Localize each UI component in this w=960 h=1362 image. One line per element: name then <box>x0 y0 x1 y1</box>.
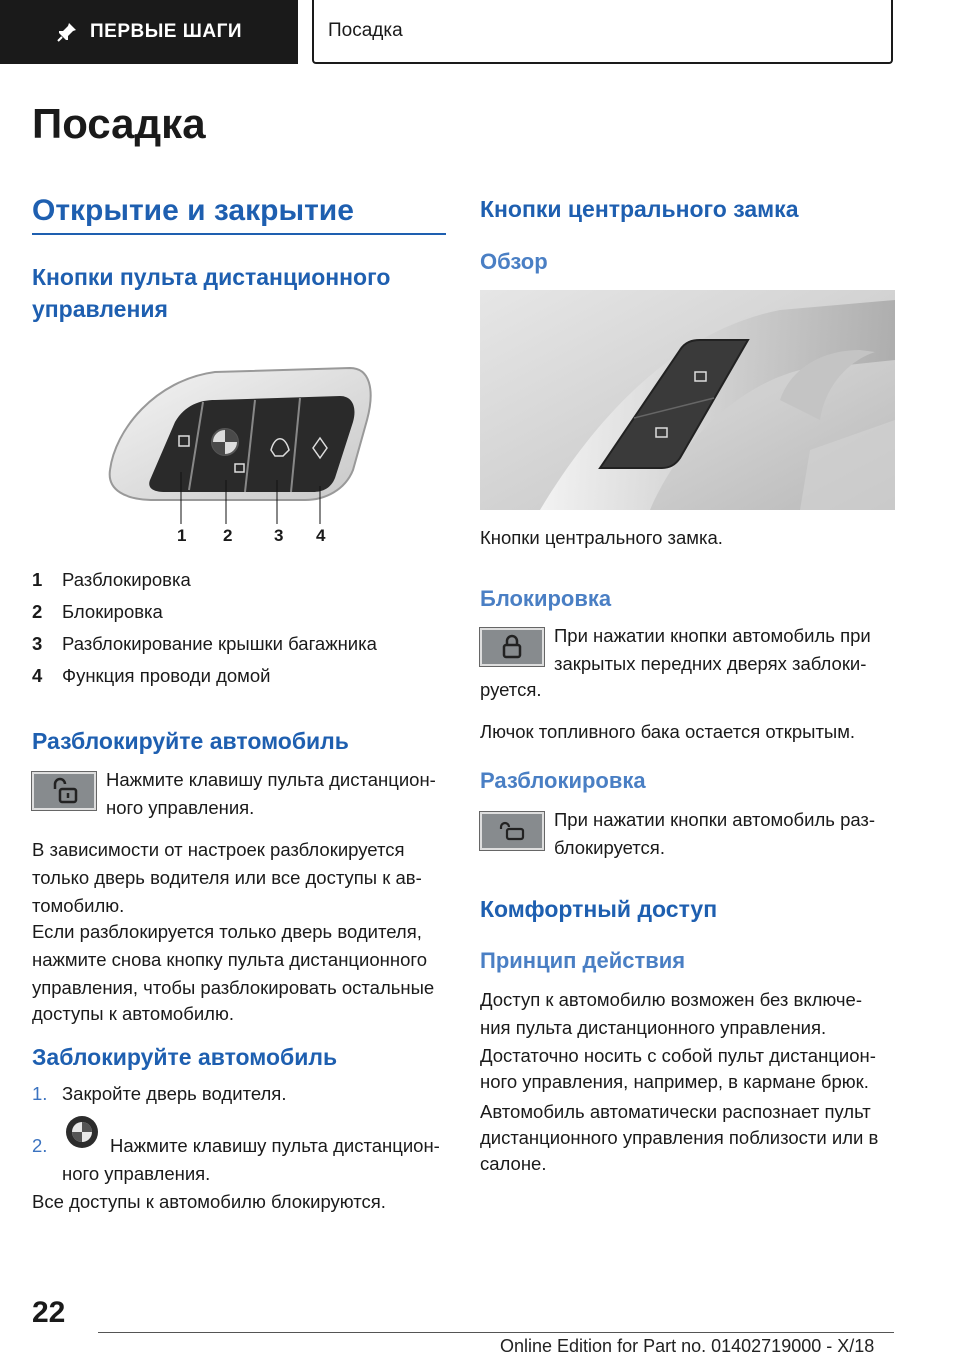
bmw-key-icon <box>64 1114 100 1150</box>
lock-text-line3: руется. <box>480 679 542 700</box>
lock-button-image <box>480 628 544 666</box>
para-driver-line2: нажмите снова кнопку пульта дистанционного <box>32 949 428 970</box>
comfort-para3-line1: Автомобиль автоматически распознает пульт <box>480 1101 871 1122</box>
comfort-para3-line3: салоне. <box>480 1153 547 1174</box>
heading-principle: Принцип действия <box>480 948 686 973</box>
unlock-button-image <box>32 772 96 810</box>
heading-open-close: Открытие и закрытие <box>32 194 354 227</box>
comfort-para2-line1: Достаточно носить с собой пульт дистанцион- <box>480 1045 876 1066</box>
comfort-para1-line2: ния пульта дистанционного управления. <box>480 1017 827 1038</box>
fuel-flap-text: Лючок топливного бака остается открытым. <box>480 721 856 742</box>
section-label: Посадка <box>328 20 403 41</box>
list-item: 1 Разблокировка <box>32 569 191 590</box>
heading-locking: Блокировка <box>480 586 612 611</box>
pin-icon <box>56 21 78 43</box>
unlocking-text-line2: блокируется. <box>554 837 665 858</box>
heading-central-lock: Кнопки центрального замка <box>480 196 799 222</box>
step-2-line2: ного управления. <box>62 1163 211 1184</box>
heading-unlocking: Разблокировка <box>480 768 646 793</box>
page-title: Посадка <box>32 100 206 147</box>
photo-caption: Кнопки центрального замка. <box>480 527 723 548</box>
comfort-para2-line2: ного управления, например, в кармане брюк. <box>480 1071 869 1092</box>
lock-icon <box>500 634 524 660</box>
para-settings-line2: только дверь водителя или все доступы к ав- <box>32 867 422 888</box>
heading-remote-line2: управления <box>32 296 168 322</box>
footer-rule <box>98 1332 894 1333</box>
para-driver-line1: Если разблокируется только дверь водителя, <box>32 921 422 942</box>
lock-text-line1: При нажатии кнопки автомобиль при <box>554 625 871 646</box>
list-item: 4 Функция проводи домой <box>32 665 271 686</box>
callout-1: 1 <box>177 526 187 545</box>
heading-comfort-access: Комфортный доступ <box>480 896 718 922</box>
section-header <box>312 0 893 64</box>
comfort-para1-line1: Доступ к автомобилю возможен без включе- <box>480 989 862 1010</box>
page-number: 22 <box>32 1296 66 1329</box>
para-settings-line3: томобилю. <box>32 895 125 916</box>
para-driver-line3: управления, чтобы разблокировать остальные <box>32 977 435 998</box>
callout-3: 3 <box>274 526 284 545</box>
list-item: 2 Блокировка <box>32 601 163 622</box>
unlock-icon <box>497 821 527 841</box>
chapter-tab[interactable] <box>0 0 298 64</box>
callout-4: 4 <box>316 526 326 545</box>
step-2-line1: Нажмите клавишу пульта дистанцион- <box>110 1135 440 1156</box>
step-1: 1. Закройте дверь водителя. <box>32 1083 287 1104</box>
edition-text: Online Edition for Part no. 01402719000 - X/18 <box>500 1336 875 1356</box>
heading-lock-car: Заблокируйте автомобиль <box>32 1044 338 1070</box>
list-item: 3 Разблокирование крышки багажника <box>32 633 377 654</box>
unlock-instruction-line1: Нажмите клавишу пульта дистанцион- <box>106 769 436 790</box>
chapter-label: ПЕРВЫЕ ШАГИ <box>89 21 243 42</box>
callout-2: 2 <box>223 526 233 545</box>
unlock-icon <box>49 777 79 805</box>
heading-remote-line1: Кнопки пульта дистанционного <box>32 264 391 290</box>
step-2-num: 2. <box>32 1135 48 1156</box>
heading-rule <box>32 233 446 235</box>
unlock-instruction-line2: ного управления. <box>106 797 255 818</box>
heading-unlock-car: Разблокируйте автомобиль <box>32 728 349 754</box>
comfort-para3-line2: дистанционного управления поблизости или в <box>480 1127 879 1148</box>
para-settings-line1: В зависимости от настроек разблокируется <box>32 839 405 860</box>
unlocking-text-line1: При нажатии кнопки автомобиль раз- <box>554 809 876 830</box>
unlock-button-image <box>480 812 544 850</box>
all-locked-text: Все доступы к автомобилю блокируются. <box>32 1191 386 1212</box>
para-driver-line4: доступы к автомобилю. <box>32 1003 234 1024</box>
lock-text-line2: закрытых передних дверях заблоки- <box>554 653 867 674</box>
key-fob-illustration <box>95 360 385 550</box>
heading-overview: Обзор <box>480 249 548 274</box>
central-lock-photo <box>480 290 895 510</box>
